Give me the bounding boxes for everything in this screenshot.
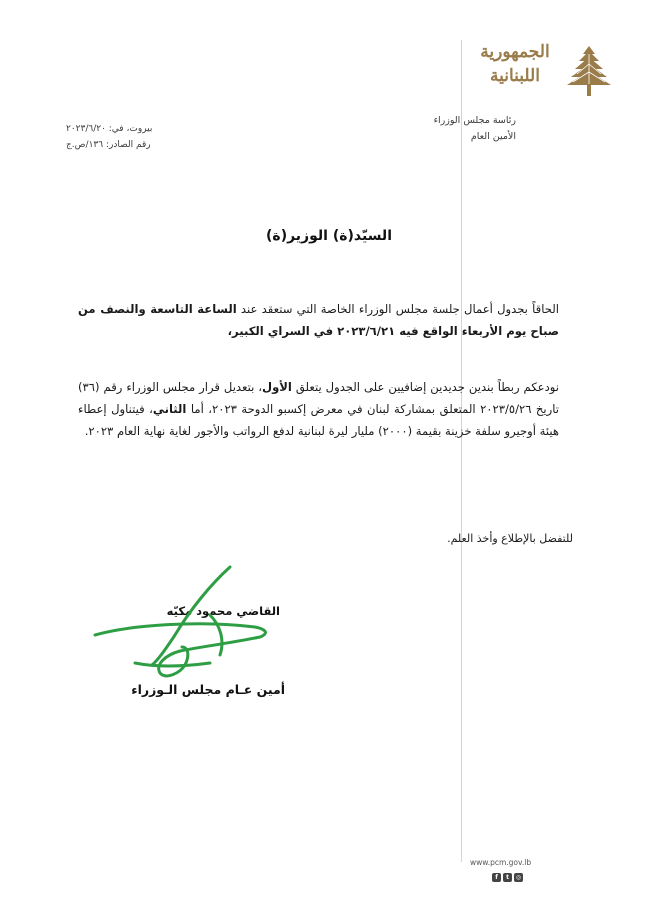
p2-text-e: ، فيتناول إعطاء هيئة أوجيرو سلفة خزينة بقيمة (٢٠٠٠) مليار ليرة لبنانية لدفع الرواتب والأجور لغاية نهاية العام ٢٠٢٣. xyxy=(78,402,559,438)
twitter-icon[interactable]: t xyxy=(503,873,512,882)
handwritten-signature xyxy=(80,555,285,695)
logo-wordmark xyxy=(470,40,560,100)
logo-line-1: الجمهورية xyxy=(480,42,550,62)
facebook-icon[interactable]: f xyxy=(492,873,501,882)
salutation: السيّد(ة) الوزير(ة) xyxy=(266,228,392,244)
website-link[interactable]: www.pcm.gov.lb xyxy=(470,858,532,867)
p1-text-a: الحاقاً بجدول أعمال جلسة مجلس الوزراء الخاصة التي ستعقد عند xyxy=(236,302,559,316)
social-icons xyxy=(492,873,523,882)
paragraph-2 xyxy=(78,376,559,442)
paragraph-1 xyxy=(78,298,559,342)
instagram-icon[interactable]: ◎ xyxy=(515,874,522,881)
date-line: بيروت، في: ٢٠٢٣/٦/٢٠ xyxy=(66,124,153,134)
p1-text-e: في السراي الكبير، xyxy=(227,324,338,338)
logo-line-2: اللبنانية xyxy=(490,66,540,86)
p2-first-bold: الأول xyxy=(262,380,292,394)
signatory-title: أمين عـام مجلس الـوزراء xyxy=(131,682,285,697)
p2-text-c: ، بتعديل قرار مجلس الوزراء رقم (٣٦) تاريخ ٢٠٢٣/٥/٢٦ المتعلق بمشاركة لبنان في معرض إكسبو الدوحة ٢٠٢٣، أما xyxy=(78,380,560,416)
closing-line: للتفضل بالإطلاع وأخذ العلم. xyxy=(447,532,573,545)
office-name: رئاسة مجلس الوزراء xyxy=(433,115,516,126)
reference-number: رقم الصادر: ١٣٦/ص.ج xyxy=(66,140,151,150)
margin-rule xyxy=(461,40,462,862)
p1-text-c: الواقع فيه xyxy=(395,324,462,338)
p1-date-bold: ٢٠٢٣/٦/٢١ xyxy=(337,324,396,338)
p2-text-a: نودعكم ربطاً بندين جديدين إضافيين على الجدول يتعلق xyxy=(291,380,559,394)
p1-time-bold: الساعة التاسعة والنصف من صباح يوم الأربعاء xyxy=(78,302,559,338)
office-subtitle: الأمين العام xyxy=(470,131,516,142)
signatory-name: القاضي محمود مكيّه xyxy=(166,604,280,618)
p2-second-bold: الثاني xyxy=(152,402,187,416)
cedar-emblem-icon xyxy=(565,44,613,98)
